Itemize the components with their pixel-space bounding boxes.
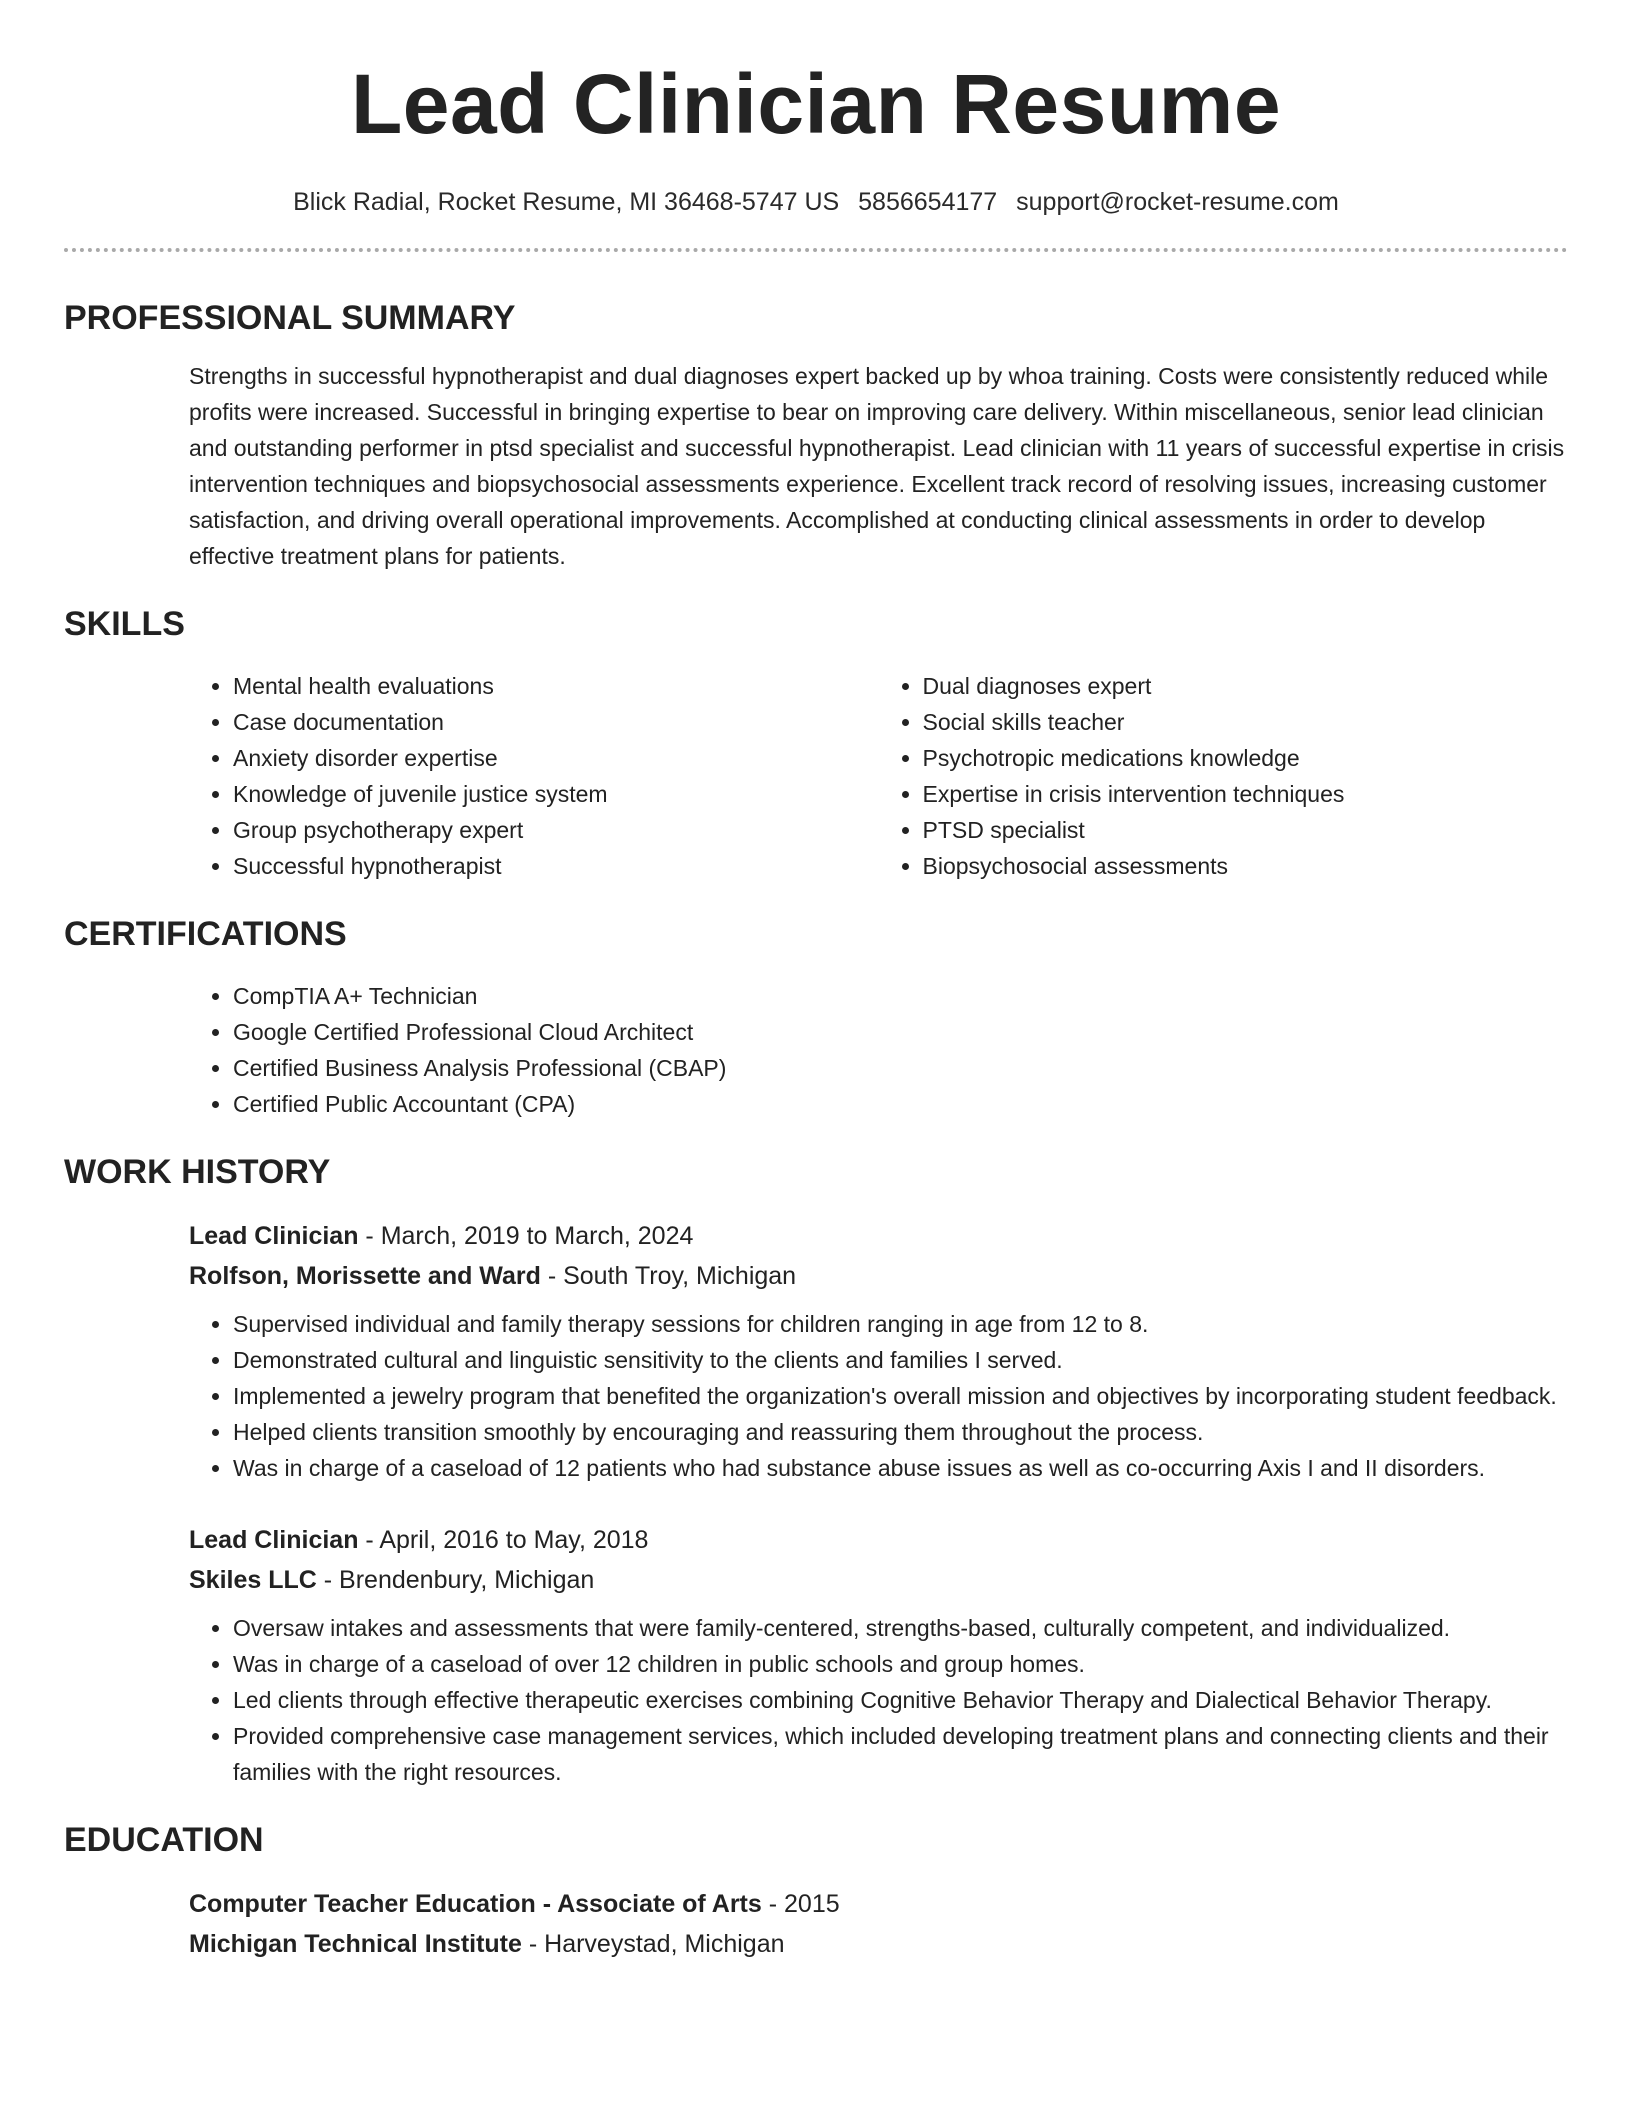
job-bullets [189,1306,1568,1486]
summary-section [64,296,1568,574]
job-location: - Brendenbury, Michigan [316,1566,595,1594]
summary-heading: PROFESSIONAL SUMMARY [64,299,516,337]
contact-phone: 5856654177 [858,188,998,216]
certifications-heading: CERTIFICATIONS [64,915,347,953]
education-entry [189,1884,1568,1964]
list-item: • Helped clients transition smoothly by encouraging and reassuring them throughout the process. [233,1414,1568,1450]
list-item: • Expertise in crisis intervention techniques [923,776,1569,812]
job-title-line [189,1216,1568,1256]
list-item: • PTSD specialist [923,812,1569,848]
education-school-line [189,1924,1568,1964]
list-item: • Was in charge of a caseload of over 12 children in public schools and group homes. [233,1646,1568,1682]
list-item: • Social skills teacher [923,704,1569,740]
summary-text: Strengths in successful hypnotherapist and dual diagnoses expert backed up by whoa training. Costs were consistently reduced while profits were increased. Successful in bringing expertise to bear on improving care delivery. Within miscellaneous, senior lead clinician and outstanding performer in ptsd specialist and successful hypnotherapist. Lead clinician with 11 years of successful expertise in crisis intervention techniques and biopsychosocial assessments experience. Excellent track record of resolving issues, increasing customer satisfaction, and driving overall operational improvements. Accomplished at conducting clinical assessments in order to develop effective treatment plans for patients. [189,363,1565,569]
skills-right-list [879,668,1569,884]
page-title: Lead Clinician Resume [350,57,1282,151]
education-heading: EDUCATION [64,1821,264,1859]
contact-line [64,186,1568,218]
list-item: • Was in charge of a caseload of 12 patients who had substance abuse issues as well as co-occurring Axis I and II disorders. [233,1450,1568,1486]
list-item: • Successful hypnotherapist [233,848,879,884]
list-item: • Mental health evaluations [233,668,879,704]
list-item: • CompTIA A+ Technician [233,978,1568,1014]
skills-heading: SKILLS [64,605,185,643]
list-item: • Anxiety disorder expertise [233,740,879,776]
list-item: • Psychotropic medications knowledge [923,740,1569,776]
certifications-section [64,912,1568,1122]
education-degree: Computer Teacher Education - Associate of Arts [189,1890,762,1918]
skills-left-list [189,668,879,884]
list-item: • Demonstrated cultural and linguistic sensitivity to the clients and families I served. [233,1342,1568,1378]
list-item: • Biopsychosocial assessments [923,848,1569,884]
job-title: Lead Clinician [189,1222,359,1250]
education-school: Michigan Technical Institute [189,1930,522,1958]
list-item: • Case documentation [233,704,879,740]
list-item: • Oversaw intakes and assessments that were family-centered, strengths-based, culturally competent, and individualized. [233,1610,1568,1646]
job-entry [189,1216,1568,1486]
contact-email: support@rocket-resume.com [1016,188,1339,216]
job-bullets [189,1610,1568,1790]
job-dates: - March, 2019 to March, 2024 [358,1222,694,1250]
list-item: • Knowledge of juvenile justice system [233,776,879,812]
list-item: • Certified Public Accountant (CPA) [233,1086,1568,1122]
work-history-heading: WORK HISTORY [64,1153,331,1191]
education-location: - Harveystad, Michigan [521,1930,785,1958]
skills-section [64,602,1568,884]
job-dates: - April, 2016 to May, 2018 [358,1526,649,1554]
list-item: • Group psychotherapy expert [233,812,879,848]
skills-columns [189,668,1568,884]
list-item: • Led clients through effective therapeutic exercises combining Cognitive Behavior Therapy and Dialectical Behavior Therapy. [233,1682,1568,1718]
list-item: • Google Certified Professional Cloud Architect [233,1014,1568,1050]
job-title-line [189,1520,1568,1560]
contact-address: Blick Radial, Rocket Resume, MI 36468-5747 US [293,188,840,216]
list-item: • Implemented a jewelry program that benefited the organization's overall mission and objectives by incorporating student feedback. [233,1378,1568,1414]
job-company: Skiles LLC [189,1566,317,1594]
job-company-line [189,1256,1568,1296]
education-year: - 2015 [761,1890,840,1918]
job-company: Rolfson, Morissette and Ward [189,1262,541,1290]
education-section [64,1818,1568,1964]
list-item: • Supervised individual and family therapy sessions for children ranging in age from 12 to 8. [233,1306,1568,1342]
job-title: Lead Clinician [189,1526,359,1554]
list-item: • Provided comprehensive case management services, which included developing treatment plans and connecting clients and their families with the right resources. [233,1718,1568,1790]
job-entry [189,1520,1568,1790]
job-location: - South Troy, Michigan [540,1262,797,1290]
list-item: • Certified Business Analysis Professional (CBAP) [233,1050,1568,1086]
work-history-section [64,1150,1568,1790]
header-divider [64,248,1568,252]
education-degree-line [189,1884,1568,1924]
certifications-list [189,978,1568,1122]
list-item: • Dual diagnoses expert [923,668,1569,704]
job-company-line [189,1560,1568,1600]
